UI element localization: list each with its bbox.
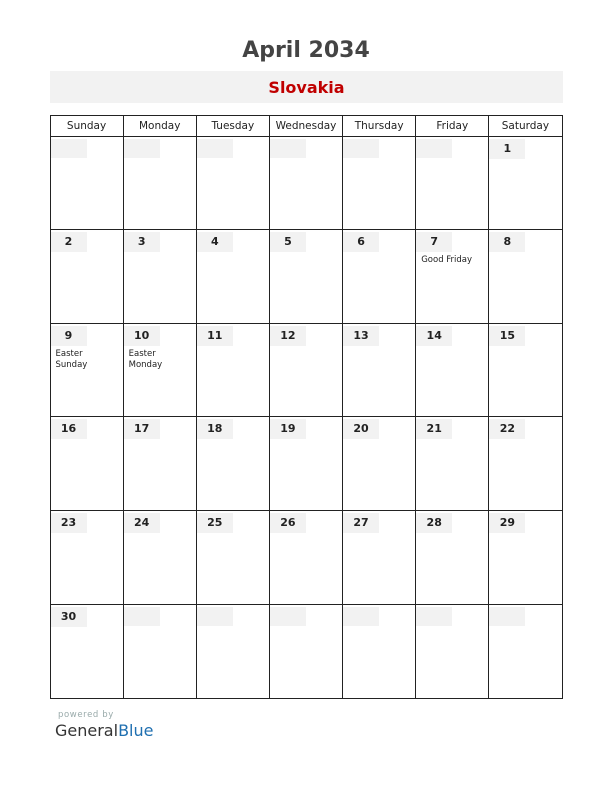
generalblue-logo[interactable] xyxy=(55,721,153,740)
page-title: April 2034 xyxy=(242,38,370,63)
day-number: 5 xyxy=(270,232,306,252)
calendar-week-row xyxy=(50,511,562,605)
weekday-header-row xyxy=(50,115,562,136)
calendar-empty-cell xyxy=(416,604,489,698)
calendar-week-row xyxy=(50,604,562,698)
logo-general-text: General xyxy=(55,721,119,740)
calendar-day-cell xyxy=(50,323,123,417)
calendar-week-row xyxy=(50,230,562,324)
day-number: 1 xyxy=(489,139,525,159)
calendar-week-row xyxy=(50,417,562,511)
weekday-tuesday: Tuesday xyxy=(196,115,269,136)
day-number: 29 xyxy=(489,513,525,533)
country-name: Slovakia xyxy=(268,78,345,97)
calendar-day-cell xyxy=(269,323,342,417)
weekday-monday: Monday xyxy=(123,115,196,136)
day-number: 10 xyxy=(124,326,160,346)
calendar-grid xyxy=(50,115,563,699)
day-number xyxy=(489,607,525,626)
calendar-day-cell xyxy=(196,230,269,324)
day-number xyxy=(270,607,306,626)
day-number: 30 xyxy=(51,607,87,627)
calendar-day-cell xyxy=(343,511,416,605)
day-number: 16 xyxy=(51,419,87,439)
calendar-day-cell xyxy=(123,511,196,605)
day-number xyxy=(343,607,379,626)
calendar-day-cell xyxy=(489,323,562,417)
calendar-day-cell xyxy=(343,417,416,511)
calendar-day-cell xyxy=(196,511,269,605)
day-number: 25 xyxy=(197,513,233,533)
calendar-day-cell xyxy=(416,323,489,417)
day-number xyxy=(416,607,452,626)
day-number: 2 xyxy=(51,232,87,252)
country-banner xyxy=(50,71,563,103)
calendar-day-cell xyxy=(50,417,123,511)
calendar-empty-cell xyxy=(489,604,562,698)
calendar-week-row xyxy=(50,323,562,417)
calendar-empty-cell xyxy=(343,136,416,230)
calendar-day-cell xyxy=(343,323,416,417)
calendar-day-cell xyxy=(416,417,489,511)
day-number: 22 xyxy=(489,419,525,439)
calendar-empty-cell xyxy=(196,136,269,230)
calendar-week-row xyxy=(50,136,562,230)
day-number xyxy=(270,139,306,158)
calendar-empty-cell xyxy=(343,604,416,698)
day-number: 3 xyxy=(124,232,160,252)
calendar-day-cell xyxy=(50,604,123,698)
calendar-day-cell xyxy=(489,417,562,511)
calendar-day-cell xyxy=(269,417,342,511)
calendar-day-cell xyxy=(489,511,562,605)
calendar-empty-cell xyxy=(50,136,123,230)
day-number: 6 xyxy=(343,232,379,252)
calendar-day-cell xyxy=(489,136,562,230)
calendar-day-cell xyxy=(269,511,342,605)
calendar-empty-cell xyxy=(123,604,196,698)
powered-by-label: powered by xyxy=(58,710,114,720)
calendar-day-cell xyxy=(416,511,489,605)
day-number: 15 xyxy=(489,326,525,346)
holiday-label: Good Friday xyxy=(421,255,473,266)
day-number: 27 xyxy=(343,513,379,533)
day-number: 13 xyxy=(343,326,379,346)
calendar-day-cell xyxy=(50,230,123,324)
day-number: 12 xyxy=(270,326,306,346)
calendar-empty-cell xyxy=(416,136,489,230)
weekday-thursday: Thursday xyxy=(343,115,416,136)
day-number: 14 xyxy=(416,326,452,346)
calendar-day-cell xyxy=(416,230,489,324)
day-number xyxy=(416,139,452,158)
day-number: 21 xyxy=(416,419,452,439)
day-number: 28 xyxy=(416,513,452,533)
day-number xyxy=(124,139,160,158)
calendar-empty-cell xyxy=(269,136,342,230)
calendar-day-cell xyxy=(196,417,269,511)
calendar-day-cell xyxy=(123,323,196,417)
day-number: 18 xyxy=(197,419,233,439)
calendar-day-cell xyxy=(123,417,196,511)
day-number: 9 xyxy=(51,326,87,346)
day-number: 4 xyxy=(197,232,233,252)
day-number: 11 xyxy=(197,326,233,346)
logo-blue-text: Blue xyxy=(118,721,154,740)
weekday-sunday: Sunday xyxy=(50,115,123,136)
day-number: 26 xyxy=(270,513,306,533)
day-number: 19 xyxy=(270,419,306,439)
day-number: 17 xyxy=(124,419,160,439)
calendar-empty-cell xyxy=(123,136,196,230)
day-number xyxy=(197,607,233,626)
day-number: 7 xyxy=(416,232,452,252)
weekday-wednesday: Wednesday xyxy=(269,115,342,136)
day-number xyxy=(51,139,87,158)
calendar-empty-cell xyxy=(269,604,342,698)
holiday-label: Easter Monday xyxy=(128,348,163,370)
day-number: 23 xyxy=(51,513,87,533)
calendar-day-cell xyxy=(196,323,269,417)
day-number: 8 xyxy=(489,232,525,252)
calendar-day-cell xyxy=(123,230,196,324)
weekday-friday: Friday xyxy=(416,115,489,136)
day-number xyxy=(343,139,379,158)
calendar-empty-cell xyxy=(196,604,269,698)
weekday-saturday: Saturday xyxy=(489,115,562,136)
day-number: 20 xyxy=(343,419,379,439)
day-number xyxy=(124,607,160,626)
calendar-day-cell xyxy=(489,230,562,324)
calendar-day-cell xyxy=(343,230,416,324)
calendar-day-cell xyxy=(50,511,123,605)
day-number: 24 xyxy=(124,513,160,533)
day-number xyxy=(197,139,233,158)
holiday-label: Easter Sunday xyxy=(55,348,88,370)
calendar-day-cell xyxy=(269,230,342,324)
